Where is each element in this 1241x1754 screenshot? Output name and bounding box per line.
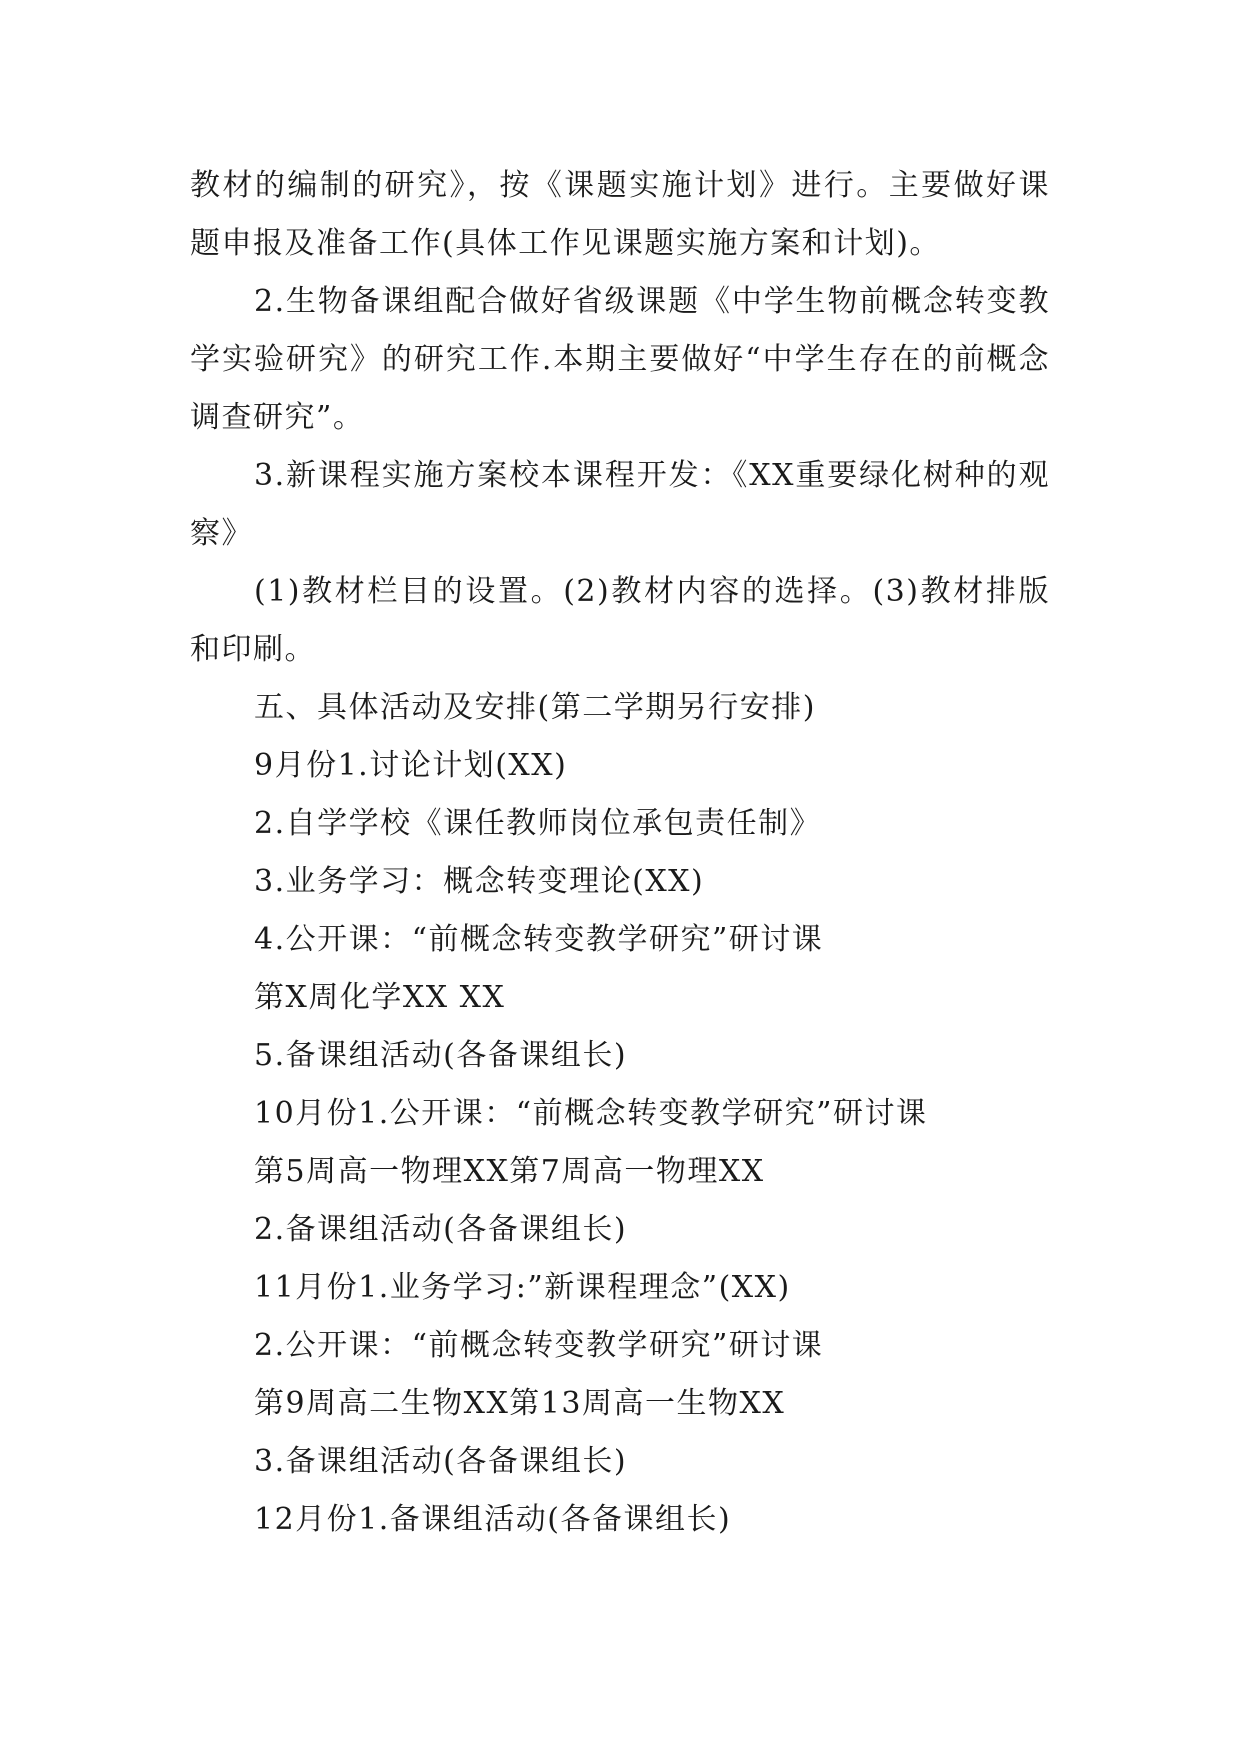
paragraph-research-plan: 教材的编制的研究》，按《课题实施计划》进行。主要做好课题申报及准备工作(具体工作见课题实施方案和计划)。	[190, 168, 1050, 261]
list-item-september-5: 5.备课组活动(各备课组长)	[254, 1038, 628, 1073]
list-item-september-3: 3.业务学习：概念转变理论(XX)	[254, 864, 705, 899]
list-item-november-1: 11月份1.业务学习:”新课程理念”(XX)	[254, 1270, 791, 1305]
list-item-september-4: 4.公开课：“前概念转变教学研究”研讨课	[254, 922, 824, 957]
paragraph-biology-project: 2.生物备课组配合做好省级课题《中学生物前概念转变教学实验研究》的研究工作.本期主要做好“中学生存在的前概念调查研究”。	[190, 284, 1050, 435]
list-item-december-1: 12月份1.备课组活动(各备课组长)	[254, 1502, 732, 1537]
list-item-october-1: 10月份1.公开课：“前概念转变教学研究”研讨课	[254, 1096, 928, 1131]
list-item-september-1: 9月份1.讨论计划(XX)	[254, 748, 568, 783]
paragraph-textbook-steps: (1)教材栏目的设置。(2)教材内容的选择。(3)教材排版和印刷。	[190, 574, 1050, 667]
section-heading-activities: 五、具体活动及安排(第二学期另行安排)	[254, 690, 816, 725]
list-item-september-week: 第X周化学XX XX	[254, 980, 506, 1015]
document-body	[190, 157, 1050, 1549]
paragraph-school-course: 3.新课程实施方案校本课程开发：《XX重要绿化树种的观察》	[190, 458, 1050, 551]
list-item-october-2: 2.备课组活动(各备课组长)	[254, 1212, 628, 1247]
list-item-november-2: 2.公开课：“前概念转变教学研究”研讨课	[254, 1328, 824, 1363]
list-item-november-3: 3.备课组活动(各备课组长)	[254, 1444, 628, 1479]
list-item-november-weeks: 第9周高二生物XX第13周高一生物XX	[254, 1386, 786, 1421]
list-item-october-weeks: 第5周高一物理XX第7周高一物理XX	[254, 1154, 765, 1189]
list-item-september-2: 2.自学学校《课任教师岗位承包责任制》	[254, 806, 822, 841]
